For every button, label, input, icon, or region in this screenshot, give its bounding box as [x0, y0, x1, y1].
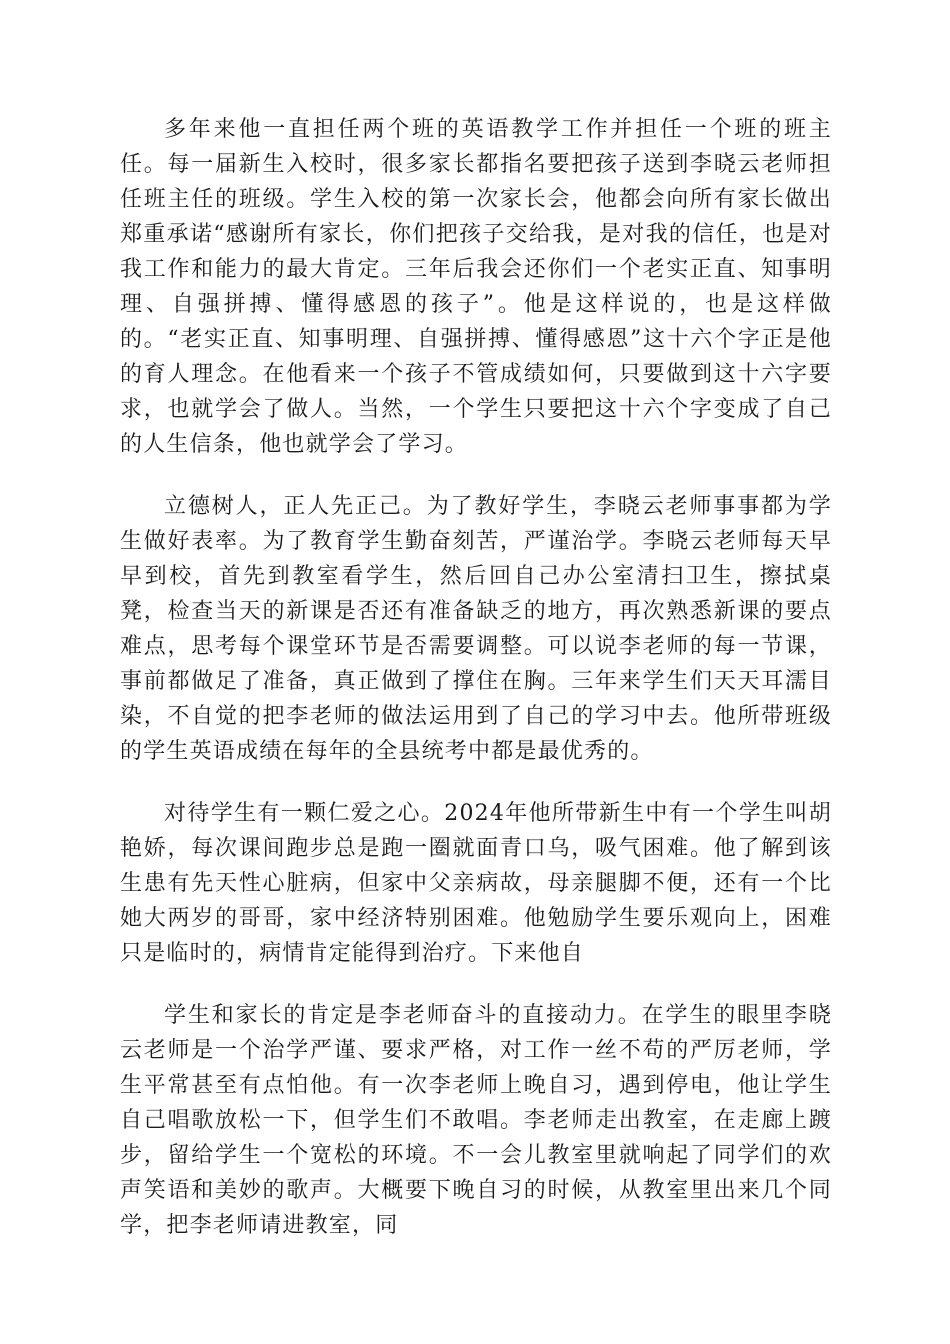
- paragraph-4: 学生和家长的肯定是李老师奋斗的直接动力。在学生的眼里李晓云老师是一个治学严谨、要求严格，对工作一丝不苟的严厉老师，学生平常甚至有点怕他。有一次李老师上晚自习，遇到停电，他让学生自己唱歌放松一下，但学生们不敢唱。李老师走出教室，在走廊上踱步，留给学生一个宽松的环境。不一会儿教室里就响起了同学们的欢声笑语和美妙的歌声。大概要下晚自习的时候，从教室里出来几个同学，把李老师请进教室，同: [120, 1003, 832, 1238]
- paragraph-3: 对待学生有一颗仁爱之心。2024年他所带新生中有一个学生叫胡艳娇，每次课间跑步总是跑一圈就面青口乌，吸气困难。他了解到该生患有先天性心脏病，但家中父亲病故，母亲腿脚不便，还有一个比她大两岁的哥哥，家中经济特别困难。他勉励学生要乐观向上，困难只是临时的，病情肯定能得到治疗。下来他自: [120, 801, 832, 966]
- paragraph-1: 多年来他一直担任两个班的英语教学工作并担任一个班的班主任。每一届新生入校时，很多家长都指名要把孩子送到李晓云老师担任班主任的班级。学生入校的第一次家长会，他都会向所有家长做出郑重承诺“感谢所有家长，你们把孩子交给我，是对我的信任，也是对我工作和能力的最大肯定。三年后我会还你们一个老实正直、知事明理、自强拼搏、懂得感恩的孩子”。他是这样说的，也是这样做的。“老实正直、知事明理、自强拼搏、懂得感恩”这十六个字正是他的育人理念。在他看来一个孩子不管成绩如何，只要做到这十六字要求，也就学会了做人。当然，一个学生只要把这十六个字变成了自己的人生信条，他也就学会了学习。: [120, 117, 832, 457]
- paragraph-2: 立德树人，正人先正己。为了教好学生，李晓云老师事事都为学生做好表率。为了教育学生勤奋刻苦，严谨治学。李晓云老师每天早早到校，首先到教室看学生，然后回自己办公室清扫卫生，擦拭桌凳，检查当天的新课是否还有准备缺乏的地方，再次熟悉新课的要点难点，思考每个课堂环节是否需要调整。可以说李老师的每一节课，事前都做足了准备，真正做到了撑住在胸。三年来学生们天天耳濡目染，不自觉的把李老师的做法运用到了自己的学习中去。他所带班级的学生英语成绩在每年的全县统考中都是最优秀的。: [120, 494, 832, 764]
- document-page: [120, 112, 832, 1270]
